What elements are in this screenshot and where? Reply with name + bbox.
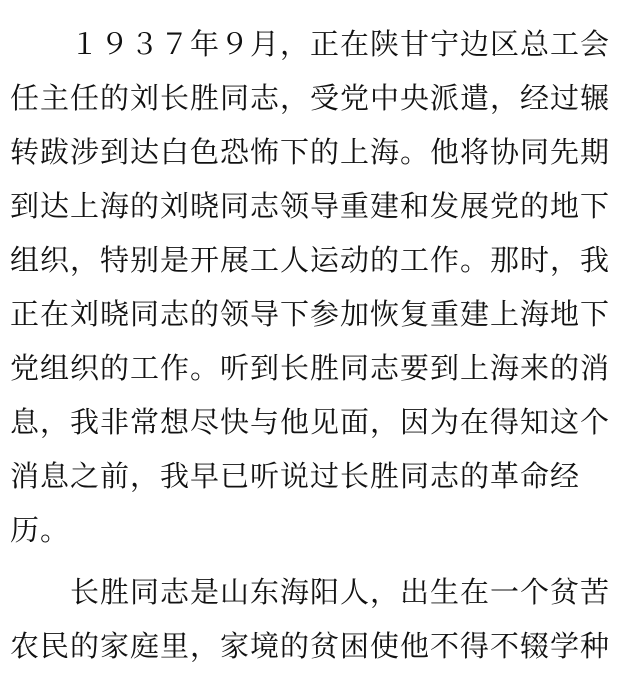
- paragraph-1-line-10: 历。: [10, 513, 71, 547]
- paragraph-1-line-7: 党组织的工作。听到长胜同志要到上海来的消: [10, 351, 611, 385]
- paragraph-1-line-4: 到达上海的刘晓同志领导重建和发展党的地下: [10, 189, 611, 223]
- paragraph-2-line-2: 农民的家庭里，家境的贫困使他不得不辍学种: [10, 629, 611, 663]
- paragraph-1-line-8: 息，我非常想尽快与他见面，因为在得知这个: [10, 405, 611, 439]
- paragraph-1-line-9: 消息之前，我早已听说过长胜同志的革命经: [10, 459, 581, 493]
- paragraph-1-line-2: 任主任的刘长胜同志，受党中央派遣，经过辗: [10, 81, 611, 115]
- paragraph-1-line-6: 正在刘晓同志的领导下参加恢复重建上海地下: [10, 297, 611, 331]
- paragraph-2-line-1: 长胜同志是山东海阳人，出生在一个贫苦: [70, 575, 611, 609]
- paragraph-1-line-3: 转跋涉到达白色恐怖下的上海。他将协同先期: [10, 135, 611, 169]
- paragraph-1-line-1: １９３７年９月，正在陕甘宁边区总工会: [70, 27, 611, 61]
- paragraph-1-line-5: 组织，特别是开展工人运动的工作。那时，我: [10, 243, 611, 277]
